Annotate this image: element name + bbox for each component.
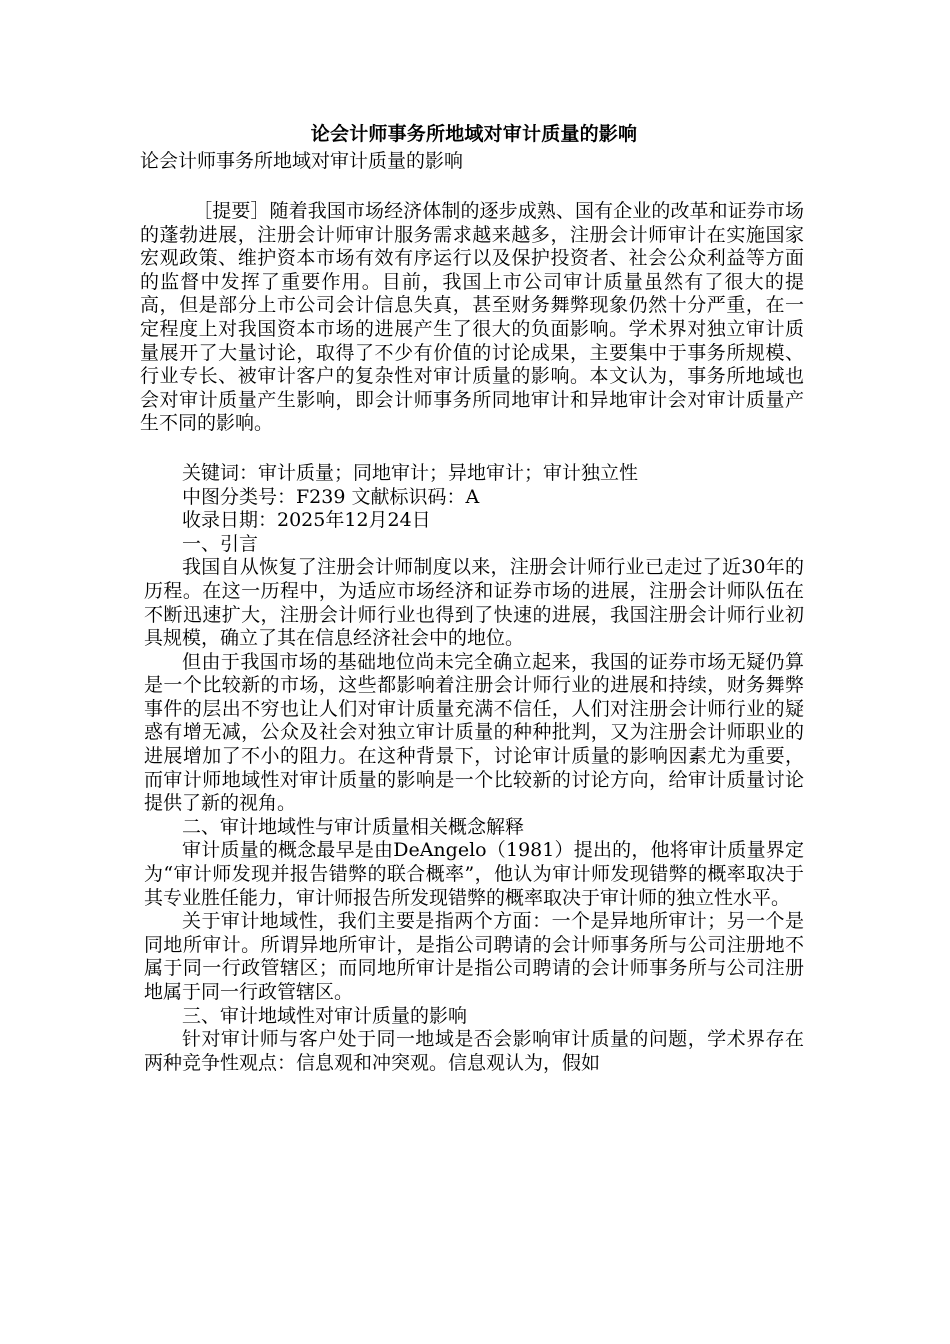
section-heading-impact: 三、审计地域性对审计质量的影响 (182, 1004, 468, 1027)
blank-line (144, 174, 804, 200)
section-heading-concepts: 二、审计地域性与审计质量相关概念解释 (182, 815, 525, 838)
blank-line (144, 436, 804, 462)
body-paragraph: 关于审计地域性，我们主要是指两个方面：一个是异地所审计；另一个是同地所审计。所谓异地所审计，是指公司聘请的会计师事务所与公司注册地不属于同一行政管辖区；而同地所审计是指公司聘请的会计师事务所与公司注册地属于同一行政管辖区。 (144, 910, 804, 1003)
document-page (140, 120, 804, 1075)
received-date-line: 收录日期：2025年12月24日 (182, 509, 431, 532)
keywords-line: 关键词：审计质量；同地审计；异地审计；审计独立性 (182, 461, 639, 484)
body-paragraph: 针对审计师与客户处于同一地域是否会影响审计质量的问题，学术界存在两种竞争性观点：信息观和冲突观。信息观认为，假如 (144, 1028, 804, 1074)
abstract-paragraph: ［提要］随着我国市场经济体制的逐步成熟、国有企业的改革和证券市场的蓬勃进展，注册会计师审计服务需求越来越多，注册会计师审计在实施国家宏观政策、维护资本市场有效有序运行以及保护投资者、社会公众利益等方面的监督中发挥了重要作用。目前，我国上市公司审计质量虽然有了很大的提高，但是部分上市公司会计信息失真，甚至财务舞弊现象仍然十分严重，在一定程度上对我国资本市场的进展产生了很大的负面影响。学术界对独立审计质量展开了大量讨论，取得了不少有价值的讨论成果，主要集中于事务所规模、行业专长、被审计客户的复杂性对审计质量的影响。本文认为，事务所地域也会对审计质量产生影响，即会计师事务所同地审计和异地审计会对审计质量产生不同的影响。 (140, 200, 804, 435)
body-paragraph: 审计质量的概念最早是由DeAngelo（1981）提出的，他将审计质量界定为“审计师发现并报告错弊的联合概率”，他认为审计师发现错弊的概率取决于其专业胜任能力，审计师报告所发现错弊的概率取决于审计师的独立性水平。 (144, 839, 804, 909)
section-heading-introduction: 一、引言 (182, 532, 259, 555)
document-subtitle: 论会计师事务所地域对审计质量的影响 (140, 150, 464, 172)
body-paragraph: 我国自从恢复了注册会计师制度以来，注册会计师行业已走过了近30年的历程。在这一历程中，为适应市场经济和证券市场的进展，注册会计师队伍在不断迅速扩大，注册会计师行业也得到了快速的进展，我国注册会计师行业初具规模，确立了其在信息经济社会中的地位。 (144, 556, 804, 650)
document-title: 论会计师事务所地域对审计质量的影响 (310, 123, 638, 145)
body-paragraph: 但由于我国市场的基础地位尚未完全确立起来，我国的证券市场无疑仍算是一个比较新的市场，这些都影响着注册会计师行业的进展和持续，财务舞弊事件的层出不穷也让人们对审计质量充满不信任，人们对注册会计师行业的疑惑有增无减，公众及社会对独立审计质量的种种批判，又为注册会计师职业的进展增加了不小的阻力。在这种背景下，讨论审计质量的影响因素尤为重要，而审计师地域性对审计质量的影响是一个比较新的讨论方向，给审计质量讨论提供了新的视角。 (144, 650, 804, 815)
classification-line: 中图分类号：F239 文献标识码：A (182, 485, 480, 508)
